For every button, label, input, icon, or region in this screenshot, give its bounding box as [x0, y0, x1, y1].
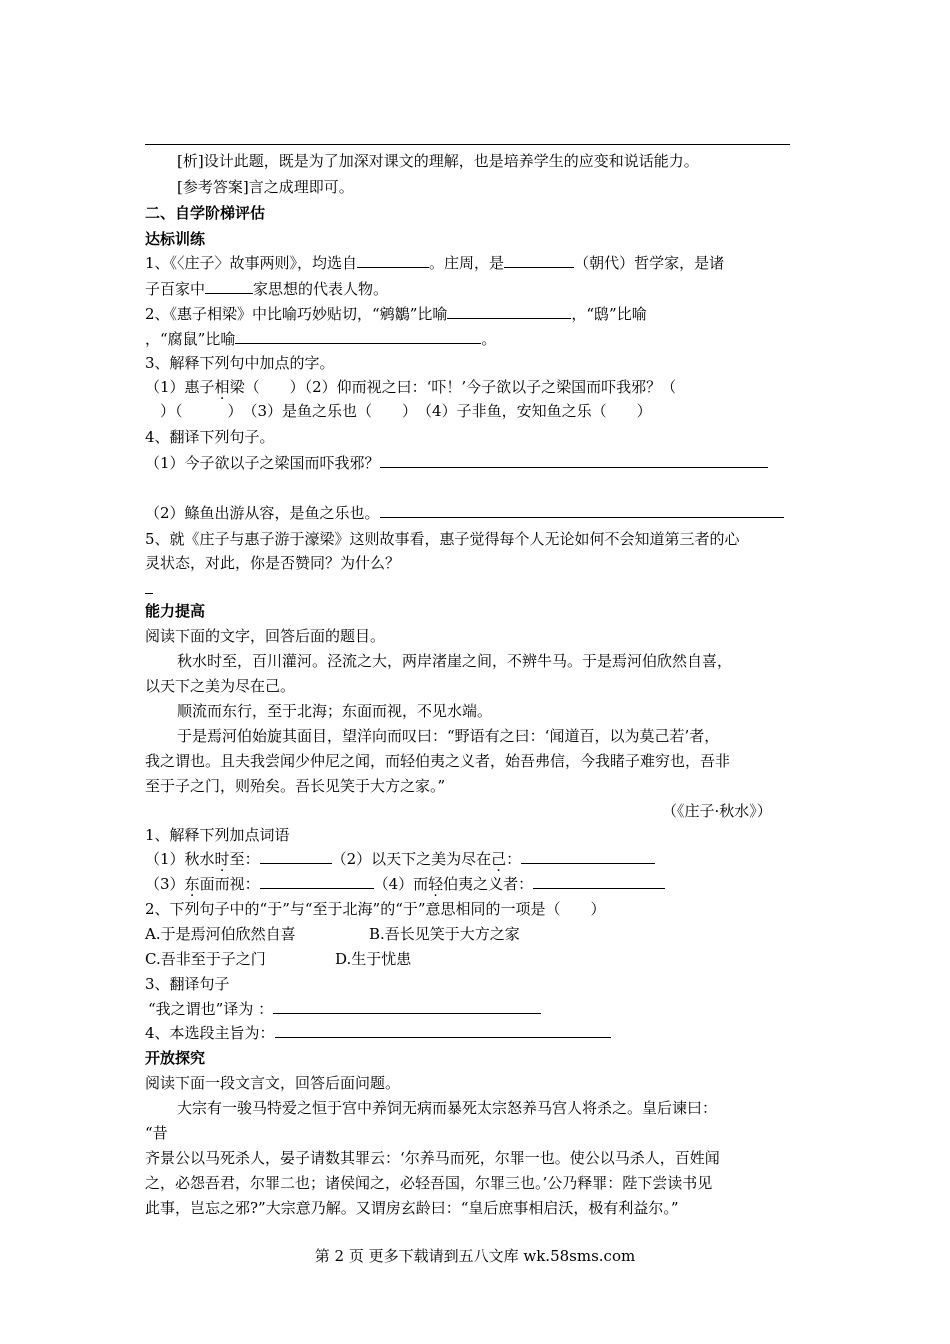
answer-blank: [447, 303, 571, 319]
question-3-text-b: 梁（ ）（2）仰而视之曰：‘吓！’今子欲以子之梁国而吓我邪？（: [229, 378, 677, 396]
passage-para-3-line-3: 至于子之门，则殆矣。吾长见笑于大方之家。”: [145, 777, 446, 795]
text: 面而视：: [199, 875, 260, 893]
question-2-text-b: ，“鸱”比喻: [571, 305, 647, 323]
text: （3）: [145, 875, 185, 893]
analysis-text: [析]设计此题，既是为了加深对课文的理解，也是培养学生的应变和说话能力。: [177, 152, 699, 170]
question-4-item-1: [145, 452, 768, 474]
dotted-character: 东: [184, 875, 200, 893]
question-1-text-e: 家思想的代表人物。: [253, 280, 389, 298]
dotted-character: 时: [214, 850, 230, 868]
question-4-heading: 4、翻译下列句子。: [145, 428, 275, 446]
text: “我之谓也”译为 ：: [148, 1000, 274, 1018]
classical-passage-line-2: “昔: [145, 1124, 168, 1142]
answer-blank: [235, 328, 481, 344]
passage-para-3-line-1: 于是焉河伯始旋其面目，望洋向而叹曰：“野语有之曰：‘闻道百，以为莫己若’者，: [177, 727, 720, 745]
answer-blank: [275, 1022, 611, 1038]
text: ：: [506, 850, 522, 868]
answer-blank: [260, 873, 374, 889]
option-b: B.吾长见笑于大方之家: [369, 925, 520, 943]
classical-passage-line-4: 之，必怨吾君，尔罪二也；诸侯闻之，必轻吾国，尔罪三也。’公乃释罪：陛下尝读书见: [145, 1174, 713, 1192]
question-3-text-a: （1）惠子: [145, 378, 215, 396]
question-1-line-1: [145, 252, 724, 274]
reading-instruction-2: 阅读下面一段文言文，回答后面问题。: [145, 1074, 401, 1092]
option-a: A.于是焉河伯欣然自喜: [145, 925, 296, 943]
text: （1）秋水: [145, 850, 215, 868]
answer-blank: [504, 252, 574, 268]
page-footer: 第 2 页 更多下载请到五八文库 wk.58sms.com: [314, 1247, 636, 1265]
question-2-text-d: 。: [481, 330, 497, 348]
answer-blank: [260, 848, 332, 864]
classical-passage-line-1: 大宗有一骏马特爱之恒于宫中养饲无病而暴死太宗怒养马宫人将杀之。皇后谏曰：: [177, 1099, 718, 1117]
question-3-heading: 3、解释下列句中加点的字。: [145, 354, 335, 372]
subsection-heading-nengli: 能力提高: [145, 602, 206, 620]
dotted-character: 相: [214, 378, 230, 396]
question-1-text-b: 。庄周，是: [429, 254, 505, 272]
question-2-text-c: ，“腐鼠”比喻: [145, 330, 236, 348]
answer-blank: [380, 502, 784, 518]
question-2-text-a: 2、《惠子相梁》中比喻巧妙贴切，“鹓鶵”比喻: [145, 305, 448, 323]
ability-question-2-options-1: [145, 923, 520, 945]
passage-para-1-line-2: 以天下之美为尽在己。: [145, 677, 296, 695]
section-heading: 二、自学阶梯评估: [145, 204, 266, 222]
passage-para-3-line-2: 我之谓也。且夫我尝闻少仲尼之闻，而轻伯夷之义者，始吾弗信，今我睹子难穷也，吾非: [145, 752, 731, 770]
question-1-text-c: （朝代）哲学家，是诸: [574, 254, 725, 272]
short-answer-line: [145, 593, 153, 594]
ability-question-2: 2、下列句子中的“于”与“至于北海”的“于”意思相同的一项是（ ）: [145, 900, 606, 918]
answer-blank: [521, 848, 655, 864]
question-2-line-2: [145, 328, 496, 350]
classical-passage-line-3: 齐景公以马死杀人，晏子请数其罪云：‘尔养马而死，尔罪一也。使公以马杀人，百姓闻: [145, 1149, 720, 1167]
dotted-character: 轻: [428, 875, 444, 893]
answer-blank: [533, 873, 665, 889]
answer-blank: [205, 278, 253, 294]
question-5-line-1: 5、就《庄子与惠子游于濠梁》这则故事看，惠子觉得每个人无论如何不会知道第三者的心: [145, 530, 740, 548]
question-5-line-2: 灵状态，对此，你是否赞同？为什么？: [145, 554, 401, 572]
subsection-heading-dabiao: 达标训练: [145, 230, 206, 248]
passage-source: （《庄子·秋水》）: [662, 802, 772, 820]
question-1-line-2: [145, 278, 388, 300]
ability-question-1-line-1: [145, 848, 655, 870]
subsection-heading-kaifang: 开放探究: [145, 1049, 206, 1067]
question-1-text-d: 子百家中: [145, 280, 206, 298]
question-1-text-a: 1、《〈庄子〉故事两则》，均选自: [145, 254, 358, 272]
text: 4、本选段主旨为：: [145, 1024, 275, 1042]
option-d: D.生于忧患: [335, 950, 412, 968]
answer-blank: [380, 452, 768, 468]
question-4-text-1: （1）今子欲以子之梁国而吓我邪？: [145, 454, 380, 472]
classical-passage-line-5: 此事，岂忘之邪?”大宗意乃解。又谓房玄龄曰：“皇后庶事相启沃，极有利益尔。”: [145, 1199, 679, 1217]
option-c: C.吾非至于子之门: [145, 950, 266, 968]
ability-question-1-heading: 1、解释下列加点词语: [145, 826, 290, 844]
ability-question-2-options-2: [145, 948, 411, 970]
question-2-line-1: [145, 303, 647, 325]
ability-question-1-line-2: [145, 873, 665, 895]
question-4-item-2: [145, 502, 784, 524]
dotted-character: 己: [491, 850, 507, 868]
reference-answer: [参考答案]言之成理即可。: [177, 178, 354, 196]
reading-instruction-1: 阅读下面的文字，回答后面的题目。: [145, 627, 386, 645]
text: （2）以天下之美为尽在: [331, 850, 492, 868]
text: 伯夷之义者：: [443, 875, 534, 893]
top-rule: [145, 144, 790, 145]
text: 至：: [229, 850, 260, 868]
ability-question-3-line: [148, 998, 541, 1020]
answer-blank: [357, 252, 429, 268]
ability-question-4: [145, 1022, 611, 1044]
question-4-text-2: （2）鲦鱼出游从容，是鱼之乐也。: [145, 504, 380, 522]
question-3-items-line-2: ）（ ） （3）是鱼之乐也（ ） （4）子非鱼，安知鱼之乐（ ）: [145, 402, 652, 420]
answer-blank: [273, 998, 541, 1014]
text: （4）而: [373, 875, 429, 893]
passage-para-2: 顺流而东行，至于北海；东面而视，不见水端。: [177, 702, 493, 720]
passage-para-1-line-1: 秋水时至，百川灌河。泾流之大，两岸渚崖之间，不辨牛马。于是焉河伯欣然自喜，: [177, 652, 733, 670]
ability-question-3: 3、翻译句子: [145, 975, 230, 993]
question-3-items-line-1: [145, 376, 676, 398]
